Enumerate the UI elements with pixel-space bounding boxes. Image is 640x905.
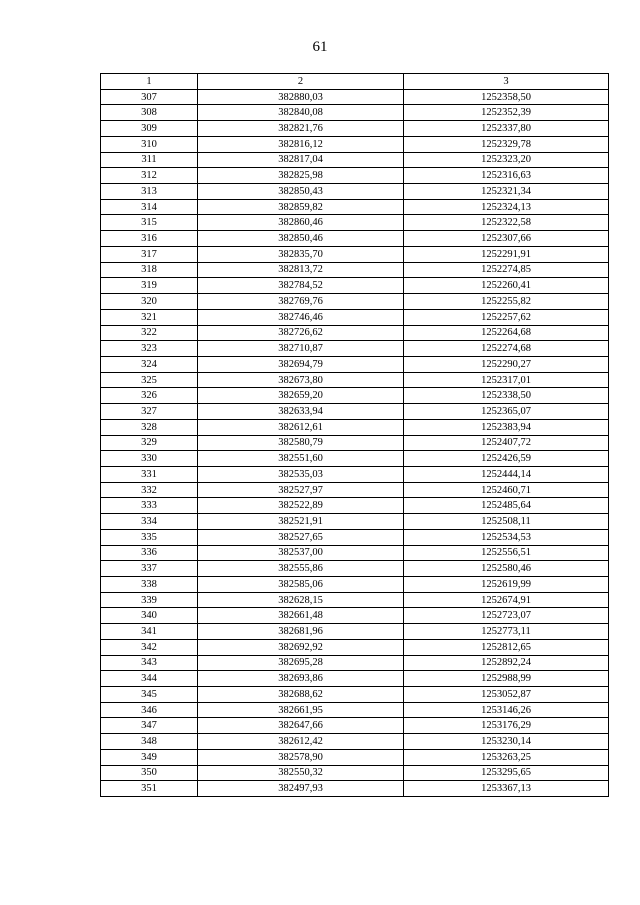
y-coordinate-cell: 1252322,58	[404, 215, 609, 231]
x-coordinate-cell: 382647,66	[198, 718, 404, 734]
table-row	[101, 419, 609, 435]
y-coordinate-cell: 1252352,39	[404, 105, 609, 121]
y-coordinate-cell: 1252485,64	[404, 498, 609, 514]
x-coordinate-cell: 382580,79	[198, 435, 404, 451]
table-row	[101, 105, 609, 121]
x-coordinate-cell: 382612,61	[198, 419, 404, 435]
table-row	[101, 624, 609, 640]
point-number-cell: 349	[101, 749, 198, 765]
column-header-2: 2	[198, 74, 404, 90]
x-coordinate-cell: 382859,82	[198, 199, 404, 215]
point-number-cell: 340	[101, 608, 198, 624]
x-coordinate-cell: 382661,95	[198, 702, 404, 718]
y-coordinate-cell: 1253295,65	[404, 765, 609, 781]
point-number-cell: 314	[101, 199, 198, 215]
point-number-cell: 317	[101, 246, 198, 262]
y-coordinate-cell: 1252329,78	[404, 136, 609, 152]
point-number-cell: 346	[101, 702, 198, 718]
x-coordinate-cell: 382825,98	[198, 168, 404, 184]
x-coordinate-cell: 382628,15	[198, 592, 404, 608]
y-coordinate-cell: 1252383,94	[404, 419, 609, 435]
y-coordinate-cell: 1252460,71	[404, 482, 609, 498]
y-coordinate-cell: 1253367,13	[404, 781, 609, 797]
point-number-cell: 313	[101, 184, 198, 200]
point-number-cell: 347	[101, 718, 198, 734]
y-coordinate-cell: 1252316,63	[404, 168, 609, 184]
x-coordinate-cell: 382585,06	[198, 577, 404, 593]
x-coordinate-cell: 382688,62	[198, 687, 404, 703]
x-coordinate-cell: 382769,76	[198, 294, 404, 310]
y-coordinate-cell: 1252988,99	[404, 671, 609, 687]
x-coordinate-cell: 382694,79	[198, 356, 404, 372]
y-coordinate-cell: 1252264,68	[404, 325, 609, 341]
x-coordinate-cell: 382551,60	[198, 451, 404, 467]
y-coordinate-cell: 1252337,80	[404, 121, 609, 137]
y-coordinate-cell: 1252307,66	[404, 231, 609, 247]
table-row	[101, 482, 609, 498]
point-number-cell: 325	[101, 372, 198, 388]
y-coordinate-cell: 1252290,27	[404, 356, 609, 372]
table-row	[101, 435, 609, 451]
point-number-cell: 336	[101, 545, 198, 561]
table-row	[101, 514, 609, 530]
y-coordinate-cell: 1252338,50	[404, 388, 609, 404]
table-row	[101, 325, 609, 341]
x-coordinate-cell: 382693,86	[198, 671, 404, 687]
point-number-cell: 332	[101, 482, 198, 498]
point-number-cell: 342	[101, 639, 198, 655]
x-coordinate-cell: 382537,00	[198, 545, 404, 561]
x-coordinate-cell: 382840,08	[198, 105, 404, 121]
y-coordinate-cell: 1252508,11	[404, 514, 609, 530]
y-coordinate-cell: 1252274,85	[404, 262, 609, 278]
x-coordinate-cell: 382673,80	[198, 372, 404, 388]
point-number-cell: 311	[101, 152, 198, 168]
point-number-cell: 326	[101, 388, 198, 404]
y-coordinate-cell: 1252723,07	[404, 608, 609, 624]
y-coordinate-cell: 1252291,91	[404, 246, 609, 262]
y-coordinate-cell: 1252255,82	[404, 294, 609, 310]
table-row	[101, 718, 609, 734]
table-row	[101, 655, 609, 671]
point-number-cell: 345	[101, 687, 198, 703]
table-row	[101, 781, 609, 797]
column-header-3: 3	[404, 74, 609, 90]
y-coordinate-cell: 1252257,62	[404, 309, 609, 325]
table-row	[101, 262, 609, 278]
point-number-cell: 312	[101, 168, 198, 184]
table-row	[101, 278, 609, 294]
y-coordinate-cell: 1252365,07	[404, 404, 609, 420]
table-row	[101, 702, 609, 718]
x-coordinate-cell: 382816,12	[198, 136, 404, 152]
point-number-cell: 351	[101, 781, 198, 797]
table-row	[101, 765, 609, 781]
table-row	[101, 168, 609, 184]
y-coordinate-cell: 1253263,25	[404, 749, 609, 765]
y-coordinate-cell: 1252274,68	[404, 341, 609, 357]
y-coordinate-cell: 1252324,13	[404, 199, 609, 215]
table-row	[101, 561, 609, 577]
x-coordinate-cell: 382850,46	[198, 231, 404, 247]
y-coordinate-cell: 1252812,65	[404, 639, 609, 655]
table-row	[101, 734, 609, 750]
x-coordinate-cell: 382835,70	[198, 246, 404, 262]
table-row	[101, 199, 609, 215]
y-coordinate-cell: 1252317,01	[404, 372, 609, 388]
table-row	[101, 294, 609, 310]
x-coordinate-cell: 382860,46	[198, 215, 404, 231]
point-number-cell: 350	[101, 765, 198, 781]
point-number-cell: 344	[101, 671, 198, 687]
y-coordinate-cell: 1252580,46	[404, 561, 609, 577]
y-coordinate-cell: 1252407,72	[404, 435, 609, 451]
x-coordinate-cell: 382522,89	[198, 498, 404, 514]
point-number-cell: 308	[101, 105, 198, 121]
table-row	[101, 639, 609, 655]
y-coordinate-cell: 1253052,87	[404, 687, 609, 703]
table-row	[101, 89, 609, 105]
x-coordinate-cell: 382726,62	[198, 325, 404, 341]
table-body	[101, 89, 609, 796]
table-row	[101, 466, 609, 482]
x-coordinate-cell: 382695,28	[198, 655, 404, 671]
x-coordinate-cell: 382521,91	[198, 514, 404, 530]
table-row	[101, 152, 609, 168]
table-row	[101, 749, 609, 765]
y-coordinate-cell: 1253230,14	[404, 734, 609, 750]
point-number-cell: 318	[101, 262, 198, 278]
point-number-cell: 321	[101, 309, 198, 325]
table-row	[101, 577, 609, 593]
x-coordinate-cell: 382497,93	[198, 781, 404, 797]
column-header-1: 1	[101, 74, 198, 90]
page-number: 61	[312, 39, 328, 55]
x-coordinate-cell: 382813,72	[198, 262, 404, 278]
x-coordinate-cell: 382578,90	[198, 749, 404, 765]
x-coordinate-cell: 382821,76	[198, 121, 404, 137]
table-row	[101, 687, 609, 703]
table-row	[101, 451, 609, 467]
point-number-cell: 327	[101, 404, 198, 420]
x-coordinate-cell: 382692,92	[198, 639, 404, 655]
y-coordinate-cell: 1252260,41	[404, 278, 609, 294]
table-row	[101, 341, 609, 357]
table-row	[101, 608, 609, 624]
table-row	[101, 121, 609, 137]
x-coordinate-cell: 382527,97	[198, 482, 404, 498]
point-number-cell: 341	[101, 624, 198, 640]
y-coordinate-cell: 1253176,29	[404, 718, 609, 734]
table-row	[101, 215, 609, 231]
y-coordinate-cell: 1252556,51	[404, 545, 609, 561]
table-row	[101, 231, 609, 247]
table-row	[101, 388, 609, 404]
table-header-row	[101, 74, 609, 90]
y-coordinate-cell: 1252674,91	[404, 592, 609, 608]
table-row	[101, 498, 609, 514]
x-coordinate-cell: 382850,43	[198, 184, 404, 200]
x-coordinate-cell: 382612,42	[198, 734, 404, 750]
point-number-cell: 307	[101, 89, 198, 105]
table-row	[101, 356, 609, 372]
table-row	[101, 592, 609, 608]
table-row	[101, 246, 609, 262]
x-coordinate-cell: 382661,48	[198, 608, 404, 624]
point-number-cell: 316	[101, 231, 198, 247]
y-coordinate-cell: 1252358,50	[404, 89, 609, 105]
x-coordinate-cell: 382746,46	[198, 309, 404, 325]
point-number-cell: 320	[101, 294, 198, 310]
x-coordinate-cell: 382817,04	[198, 152, 404, 168]
point-number-cell: 337	[101, 561, 198, 577]
x-coordinate-cell: 382633,94	[198, 404, 404, 420]
x-coordinate-cell: 382659,20	[198, 388, 404, 404]
x-coordinate-cell: 382555,86	[198, 561, 404, 577]
point-number-cell: 343	[101, 655, 198, 671]
point-number-cell: 338	[101, 577, 198, 593]
x-coordinate-cell: 382550,32	[198, 765, 404, 781]
point-number-cell: 333	[101, 498, 198, 514]
x-coordinate-cell: 382527,65	[198, 529, 404, 545]
y-coordinate-cell: 1252426,59	[404, 451, 609, 467]
y-coordinate-cell: 1252444,14	[404, 466, 609, 482]
table-row	[101, 404, 609, 420]
point-number-cell: 322	[101, 325, 198, 341]
x-coordinate-cell: 382880,03	[198, 89, 404, 105]
y-coordinate-cell: 1252892,24	[404, 655, 609, 671]
y-coordinate-cell: 1252321,34	[404, 184, 609, 200]
point-number-cell: 334	[101, 514, 198, 530]
table-row	[101, 545, 609, 561]
point-number-cell: 331	[101, 466, 198, 482]
point-number-cell: 329	[101, 435, 198, 451]
point-number-cell: 319	[101, 278, 198, 294]
table-row	[101, 309, 609, 325]
y-coordinate-cell: 1252534,53	[404, 529, 609, 545]
point-number-cell: 328	[101, 419, 198, 435]
point-number-cell: 335	[101, 529, 198, 545]
table-row	[101, 184, 609, 200]
point-number-cell: 330	[101, 451, 198, 467]
point-number-cell: 309	[101, 121, 198, 137]
point-number-cell: 310	[101, 136, 198, 152]
point-number-cell: 324	[101, 356, 198, 372]
point-number-cell: 315	[101, 215, 198, 231]
x-coordinate-cell: 382535,03	[198, 466, 404, 482]
x-coordinate-cell: 382681,96	[198, 624, 404, 640]
point-number-cell: 339	[101, 592, 198, 608]
table-row	[101, 372, 609, 388]
point-number-cell: 348	[101, 734, 198, 750]
x-coordinate-cell: 382784,52	[198, 278, 404, 294]
table-row	[101, 529, 609, 545]
y-coordinate-cell: 1252773,11	[404, 624, 609, 640]
table-row	[101, 136, 609, 152]
coordinates-table	[100, 73, 609, 797]
x-coordinate-cell: 382710,87	[198, 341, 404, 357]
point-number-cell: 323	[101, 341, 198, 357]
table-row	[101, 671, 609, 687]
y-coordinate-cell: 1252619,99	[404, 577, 609, 593]
y-coordinate-cell: 1252323,20	[404, 152, 609, 168]
y-coordinate-cell: 1253146,26	[404, 702, 609, 718]
